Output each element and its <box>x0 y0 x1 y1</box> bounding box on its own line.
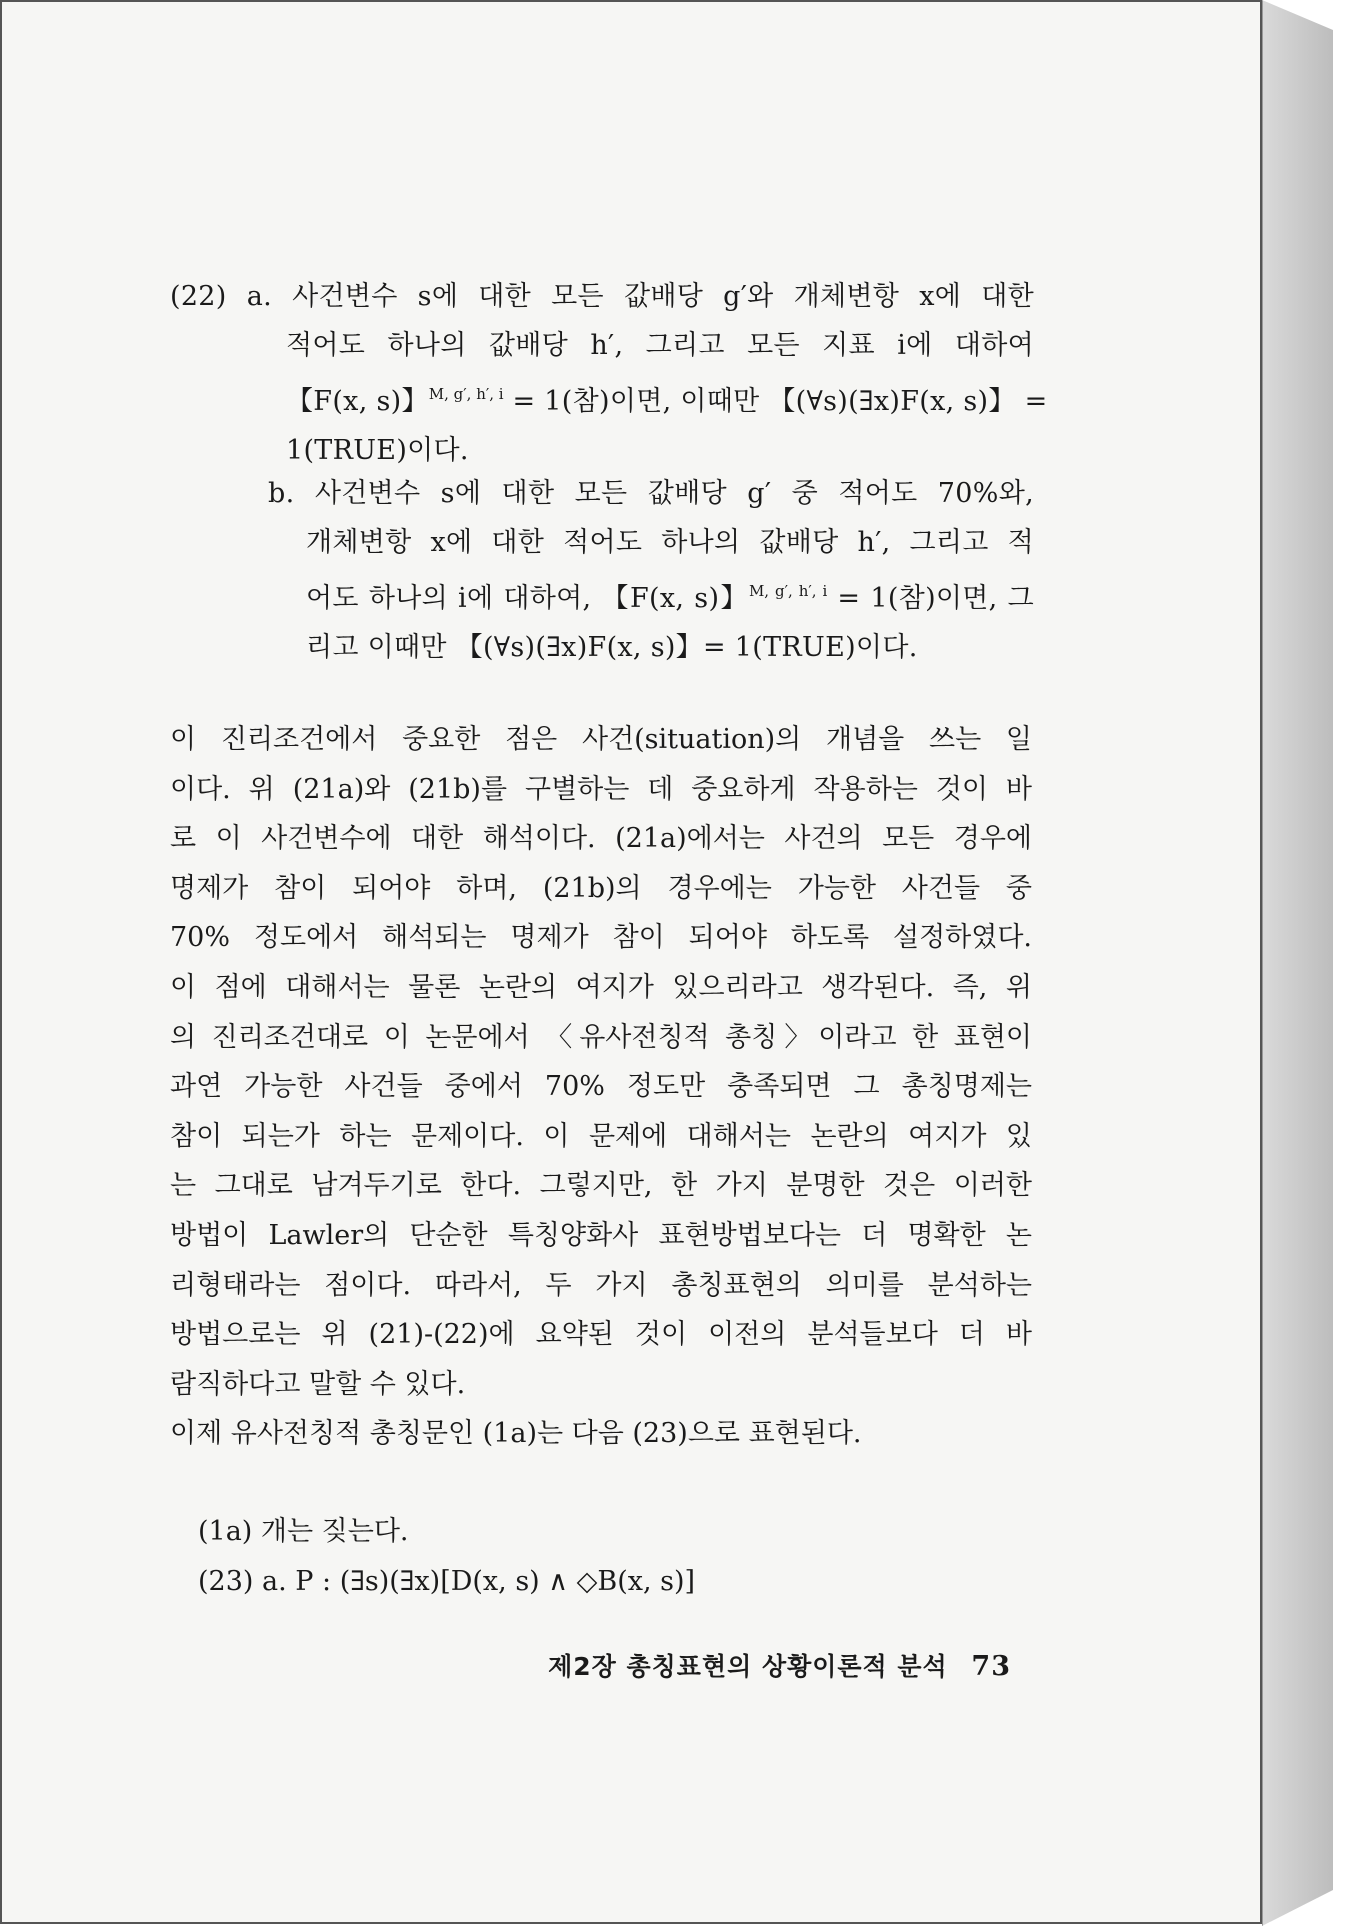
example-22b-line-4: 리고 이때만 【(∀s)(∃x)F(x, s)】= 1(TRUE)이다. <box>306 632 918 663</box>
formula-text: = 1(참)이면, 이때만 【(∀s)(∃x)F(x, s)】 = <box>512 386 1048 417</box>
example-22a-line-1: 사건변수 s에 대한 모든 값배당 g′와 개체변항 x에 대한 <box>292 281 1034 312</box>
example-22b-line-1: 사건변수 s에 대한 모든 값배당 g′ 중 적어도 70%와, <box>314 478 1034 509</box>
paragraph-line: 명제가 참이 되어야 하며, (21b)의 경우에는 가능한 사건들 중 <box>170 872 1032 904</box>
paragraph-line: 로 이 사건변수에 대한 해석이다. (21a)에서는 사건의 모든 경우에 <box>170 823 1032 855</box>
examples-block <box>170 1507 1032 1606</box>
paragraph-line: 이다. 위 (21a)와 (21b)를 구별하는 데 중요하게 작용하는 것이 바 <box>170 773 1032 805</box>
example-22b <box>170 469 1034 672</box>
example-22a-line-2: 적어도 하나의 값배당 h′, 그리고 모든 지표 i에 대하여 <box>286 330 1034 361</box>
example-22a-line-4: 1(TRUE)이다. <box>286 435 469 466</box>
example-22b-line-3 <box>170 567 1034 623</box>
paragraph-line: 참이 되는가 하는 문제이다. 이 문제에 대해서는 논란의 여지가 있 <box>170 1120 1032 1152</box>
example-23a: (23) a. P : (∃s)(∃x)[D(x, s) ∧ ◇B(x, s)] <box>198 1565 696 1597</box>
paragraph-line: 람직하다고 말할 수 있다. <box>170 1368 466 1400</box>
paragraph-line: 이 진리조건에서 중요한 점은 사건(situation)의 개념을 쓰는 일 <box>170 724 1032 755</box>
paragraph-line: 70% 정도에서 해석되는 명제가 참이 되어야 하도록 설정하였다. <box>170 922 1032 954</box>
example-1a: (1a) 개는 짖는다. <box>198 1516 409 1547</box>
example-22a-line-3 <box>170 370 1048 426</box>
paragraph-line: 과연 가능한 사건들 중에서 70% 정도만 충족되면 그 총칭명제는 <box>170 1071 1032 1103</box>
book-page-edges <box>1262 0 1333 1926</box>
paragraph-line: 이 점에 대해서는 물론 논란의 여지가 있으리라고 생각된다. 즉, 위 <box>170 971 1032 1003</box>
running-head: 제2장 총칭표현의 상황이론적 분석 <box>548 1652 948 1681</box>
formula-text: 어도 하나의 i에 대하여, 【F(x, s)】 <box>306 583 749 614</box>
paragraph-line: 의 진리조건대로 이 논문에서 〈유사전칭적 총칭〉이라고 한 표현이 <box>170 1021 1032 1053</box>
example-22a-label: a. <box>246 281 272 312</box>
example-22-label: (22) <box>170 281 227 312</box>
example-22b-label: b. <box>268 478 295 509</box>
formula-text: 【F(x, s)】 <box>286 386 429 417</box>
paragraph-line: 는 그대로 남겨두기로 한다. 그렇지만, 한 가지 분명한 것은 이러한 <box>170 1170 1032 1202</box>
page-footer <box>548 1647 1011 1683</box>
body-paragraph-2: 이제 유사전칭적 총칭문인 (1a)는 다음 (23)으로 표현된다. <box>170 1418 862 1450</box>
formula-text: = 1(참)이면, 그 <box>837 583 1034 614</box>
paragraph-line: 방법이 Lawler의 단순한 특칭양화사 표현방법보다는 더 명확한 논 <box>170 1219 1032 1251</box>
example-22a <box>170 272 1048 475</box>
paragraph-line: 방법으로는 위 (21)-(22)에 요약된 것이 이전의 분석들보다 더 바 <box>170 1319 1032 1351</box>
paragraph-line: 리형태라는 점이다. 따라서, 두 가지 총칭표현의 의미를 분석하는 <box>170 1269 1032 1301</box>
page-number: 73 <box>971 1651 1011 1682</box>
superscript-index: M, g′, h′, i <box>748 582 828 600</box>
superscript-index: M, g′, h′, i <box>428 385 504 403</box>
example-22b-line-2: 개체변항 x에 대한 적어도 하나의 값배당 h′, 그리고 적 <box>306 527 1034 558</box>
body-paragraph-1 <box>170 715 1032 1459</box>
